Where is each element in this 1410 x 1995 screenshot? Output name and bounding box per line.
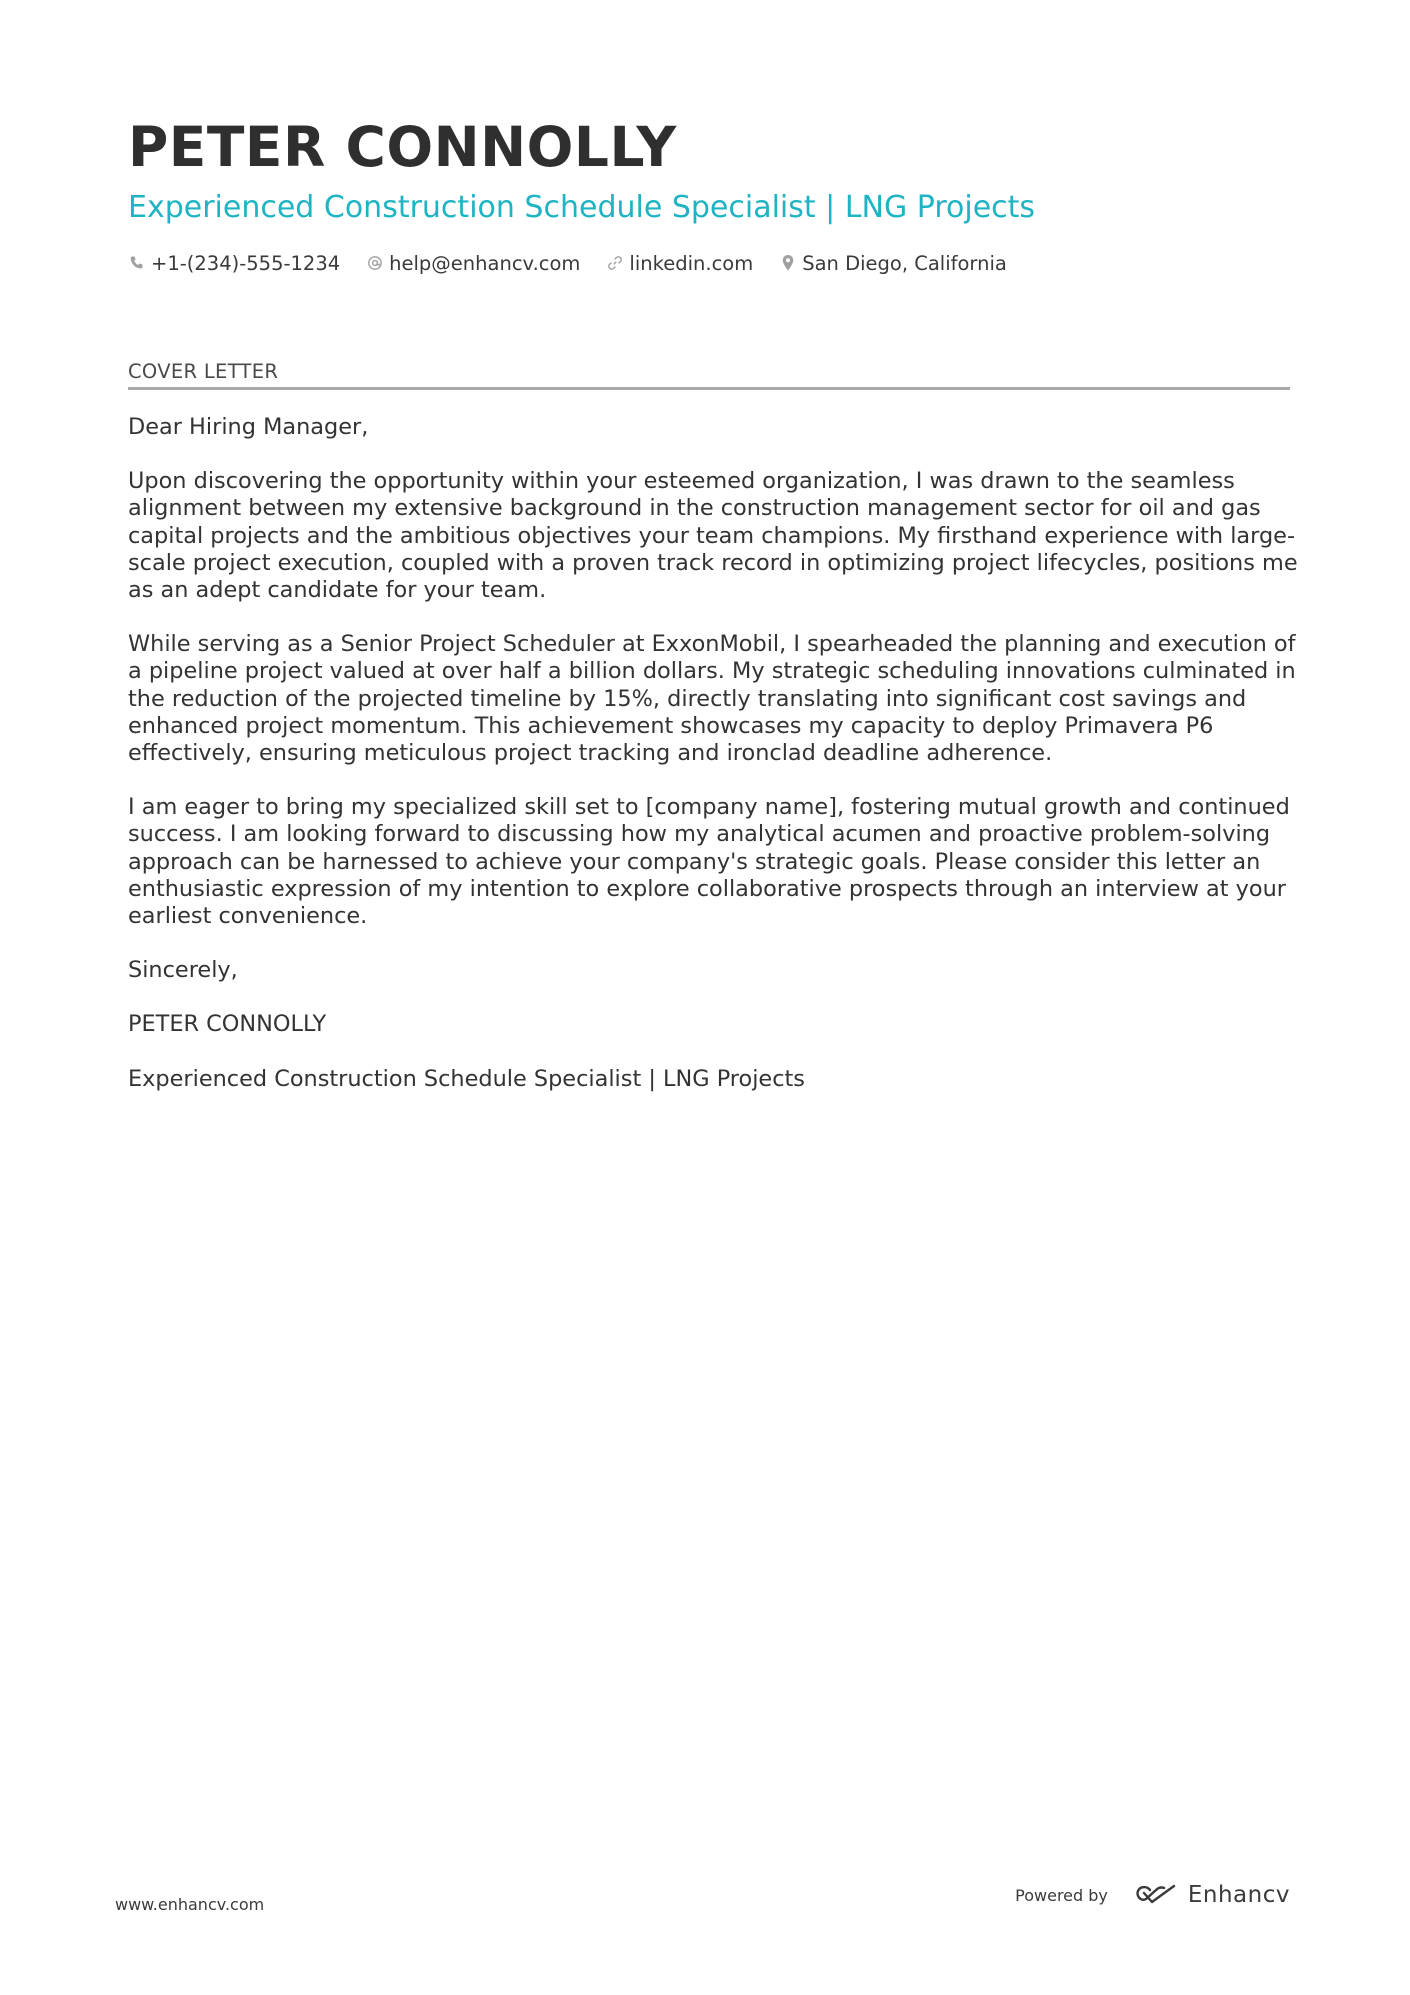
location-pin-icon xyxy=(779,254,797,272)
footer-website: www.enhancv.com xyxy=(115,1895,265,1914)
brand-name: Enhancv xyxy=(1187,1882,1290,1908)
section-title-cover-letter: COVER LETTER xyxy=(128,360,1290,390)
email-text: help@enhancv.com xyxy=(389,251,581,275)
letter-greeting: Dear Hiring Manager, xyxy=(128,414,369,440)
location-text: San Diego, California xyxy=(802,251,1007,275)
phone-text: +1-(234)-555-1234 xyxy=(151,251,341,275)
letter-closing: Sincerely, xyxy=(128,957,238,984)
signature-name: PETER CONNOLLY xyxy=(128,1011,327,1038)
contact-row xyxy=(128,248,1290,278)
header xyxy=(128,112,1290,278)
contact-email xyxy=(366,252,580,275)
contact-location xyxy=(779,252,1007,275)
letter-paragraph: While serving as a Senior Project Scheduler at ExxonMobil, I spearheaded the planning and execution of a pipeline project valued at over half a billion dollars. My strategic scheduling innovations culminated in the reduction of the projected timeline by 15%, directly translating into significant cost savings and enhanced project momentum. This achievement showcases my capacity to deploy Primavera P6 effectively, ensuring meticulous project tracking and ironclad deadline adherence. xyxy=(128,631,1296,767)
website-text: linkedin.com xyxy=(629,251,754,275)
footer-branding xyxy=(1015,1882,1290,1908)
candidate-headline: Experienced Construction Schedule Specialist | LNG Projects xyxy=(128,190,1036,225)
phone-icon xyxy=(128,254,146,272)
signature-title: Experienced Construction Schedule Specialist | LNG Projects xyxy=(128,1065,805,1092)
enhancv-logo xyxy=(1134,1882,1290,1908)
contact-phone xyxy=(128,252,340,275)
letter-paragraph: I am eager to bring my specialized skill set to [company name], fostering mutual growth and continued success. I am looking forward to discussing how my analytical acumen and proactive problem-solving approach can be harnessed to achieve your company's strategic goals. Please consider this letter an enthusiastic expression of my intention to explore collaborative prospects through an interview at your earliest convenience. xyxy=(128,794,1290,930)
contact-website xyxy=(606,252,753,275)
candidate-name: PETER CONNOLLY xyxy=(128,115,677,179)
letter-paragraph: Upon discovering the opportunity within your esteemed organization, I was drawn to the seamless alignment between my extensive background in the construction management sector for oil and gas capital projects and the ambitious objectives your team champions. My firsthand experience with large-scale project execution, coupled with a proven track record in optimizing project lifecycles, positions me as an adept candidate for your team. xyxy=(128,468,1298,604)
at-icon xyxy=(366,254,384,272)
enhancv-logo-icon xyxy=(1134,1882,1180,1908)
powered-by-text: Powered by xyxy=(1015,1885,1108,1905)
letter-body xyxy=(128,414,1298,1120)
link-icon xyxy=(606,254,624,272)
